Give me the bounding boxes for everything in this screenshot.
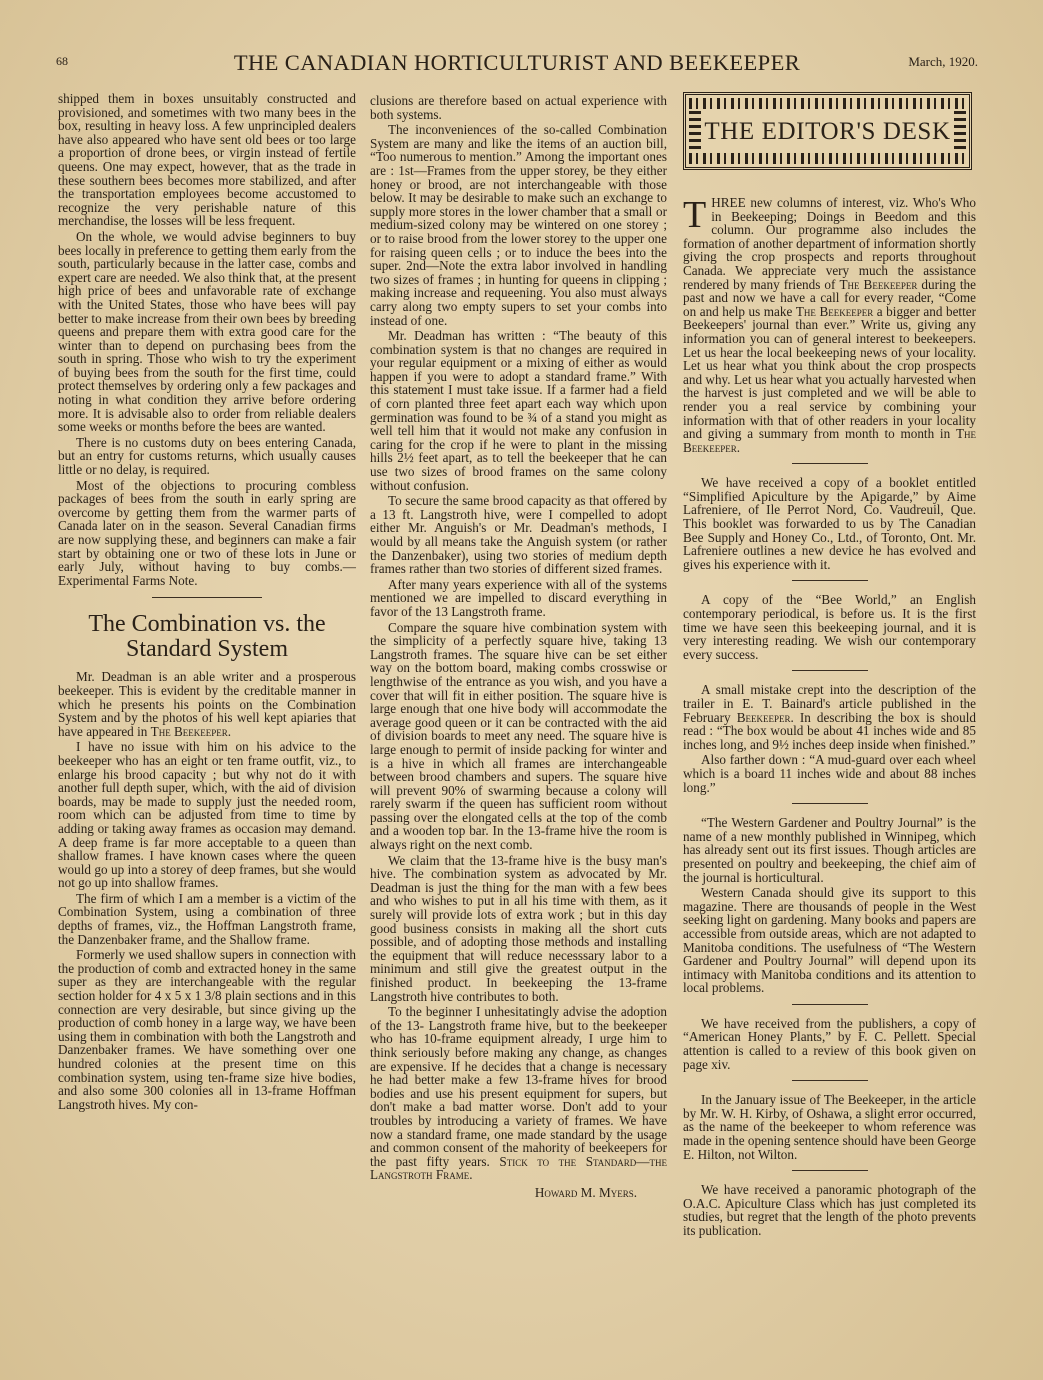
- divider: [792, 1080, 868, 1081]
- paragraph: Western Canada should give its support to this magazine. There are thousands of people in the West seeking light on gardening. Many books and papers are accessible from outside areas, which are not adapted to Manitoba conditions. The usefulness of “The Western Gardener and Poultry Journal” will depend upon its intimacy with Manitoba conditions and its attention to local problems.: [683, 885, 976, 996]
- paragraph: We have received a panoramic photograph of the O.A.C. Apiculture Class which has just completed its studies, but regret that the length of the photo prevents its publication.: [683, 1182, 976, 1238]
- text-span: In describing the box is should read : “The box would be about 41 inches wide and 85 inches long, and 9½ inches deep inside when finished.”: [683, 709, 977, 752]
- divider: [792, 670, 868, 671]
- ornamental-border: [689, 98, 966, 109]
- paragraph: We claim that the 13-frame hive is the busy man's hive. The combination system as advocated by Mr. Deadman is just the thing for the man with a few bees and who wishes to put in all his time with them, as it surely will provide lots of extra work ; but in this day good business consists in making all the short cuts possible, and of adopting those methods and installing the equipment that will reduce necesssary labor to a minimum and still give the greatest output in the finished product. In beekeeping the 13-frame Langstroth hive contributes to both.: [370, 852, 667, 1004]
- divider: [792, 580, 868, 581]
- paragraph: I have no issue with him on his advice to the beekeeper who has an eight or ten frame outfit, viz., to enlarge his brood capacity ; but why not do it with another full depth super, which, with the aid of division boards, may be made to supply just the needed room, room which can be adjusted from time to time by adding or taking away frames as occasion may demand. A deep frame is far more acceptable to a queen than shallow frames. I have known cases where the queen would go up into a storey of deep frames, but she would not go up into shallow frames.: [58, 739, 356, 891]
- paragraph: Also farther down : “A mud-guard over each wheel which is a board 11 inches wide and about 88 inches long.”: [683, 752, 976, 795]
- paragraph: [683, 683, 976, 751]
- divider: [792, 803, 868, 804]
- paragraph: After many years experience with all of the systems mentioned we are impelled to discard everything in favor of the 13 Langstroth frame.: [370, 576, 667, 619]
- paragraph: Compare the square hive combination system with the simplicity of a perfectly square hive, taking 13 Langstroth frames. The square hive can be set either way on the bottom board, making combs crosswise or lengthwise of the entrance as you wish, and you have a cover that will fit in either position. The square hive is large enough that one hive body will accommodate the average good queen or it can be contracted with the aid of division boards to meet any need. The square hive is large enough to permit of inside packing for winter and is a hive in which all frames are interchangeable between brood chambers and supers. The square hive will prevent 90% of swarming because a colony will rarely swarm if the queen has sufficient room without passing over the elongated cells at the top of the comb and a wooden top bar. In the 13-frame hive the room is always right on the next comb.: [370, 619, 667, 853]
- text-span: HREE new columns of interest, viz. Who's Who in Beekeeping; Doings in Beedom and this column. Our programme also includes the formation of another department of information shortly giving the crop prospects and reports throughout Canada. We appreciate very much the assistance rendered by many friends of: [683, 195, 976, 292]
- paragraph: Formerly we used shallow supers in connection with the production of comb and extracted honey in the same super as they are interchangeable with the regular section holder for 4 x 5 x 1 3/8 plain sections and in this connection are very desirable, but since giving up the production of comb honey in a large way, we have been using them in combination with both the Langstroth and Danzenbaker frames. We have something over one hundred colonies at the present time on this combination system, using ten-frame size hive bodies, and also some 300 colonies all in 13-frame Hoffman Langstroth hives. My con-: [58, 947, 356, 1112]
- ornamental-border: [689, 111, 701, 151]
- divider: [792, 1004, 868, 1005]
- paragraph: In the January issue of The Beekeeper, in the article by Mr. W. H. Kirby, of Oshawa, a slight error occurred, as the name of the beekeeper to whom reference was made in the opening sentence should have been George E. Hilton, not Wilton.: [683, 1092, 976, 1162]
- paragraph: clusions are therefore based on actual experience with both systems.: [370, 93, 667, 122]
- publication-name: The Beekeeper: [839, 276, 918, 292]
- text-span: Mr. Deadman is an able writer and a prosperous beekeeper. This is evident by the creditable manner in which he presents his points on the Combination System and by the photos of his well kept apiaries that have appeared in: [58, 669, 356, 739]
- page-header: [56, 48, 978, 80]
- ornamental-border: [954, 111, 966, 151]
- publication-name: Beekeeper.: [736, 709, 794, 725]
- paragraph: Mr. Deadman has written : “The beauty of this combination system is that no changes are required in your regular equipment or a mixing of either as would happen if you were to adopt a standard frame.” With this statement I must take issue. If a farmer had a field of corn planted three feet apart each way which upon germination was found to be ¾ of a stand you might as well tell him that it would not make any confusion in caring for the crop if he were to plant in the missing hills 2½ feet apart, as to tell the beekeeper that he can use two sizes of brood frames on the same colony without confusion.: [370, 328, 667, 493]
- publication-name: The Beekeeper.: [150, 723, 232, 739]
- text-span: a bigger and better Beekeepers' journal than ever.” Write us, giving any information you can of general interest to beekeepers. Let us hear the local beekeeping news of your locality. Let us hear what you think about the crop prospects and why. Let us hear what you actually harvested when the harvest is just completed and we will be able to render you a real service by combining your information with that of other readers in your locality and giving a summary from month to month in: [683, 303, 976, 442]
- paragraph: “The Western Gardener and Poultry Journal” is the name of a new monthly published in Winnipeg, which has already sent out its first issues. Though articles are presented on poultry and beekeeping, the chief aim of the journal is horticultural.: [683, 815, 976, 885]
- divider: [792, 463, 868, 464]
- ornamental-border: [689, 153, 966, 164]
- paragraph: [683, 196, 976, 454]
- author-signature: Howard M. Myers.: [534, 1184, 637, 1200]
- divider: [152, 597, 262, 598]
- paragraph: The inconveniences of the so-called Combination System are many and like the items of an auction bill, “Too numerous to mention.” Among the important ones are : 1st—Frames from the upper storey, be they either honey or brood, are not interchangeable with those below. It may be desirable to make such an exchange to supply more stores in the lower chamber that a small or medium-sized colony may be wintered on one storey ; or to raise brood from the lower storey to the upper one for raising queen cells ; or to induce the bees into the super. 2nd—Note the extra labor involved in handling two sizes of frames ; in hunting for queens in clipping ; making increase and requeening. You also must always carry along two empty supers to set your combs into instead of one.: [370, 122, 667, 328]
- paragraph: [58, 670, 356, 738]
- slogan: Stick to the Standard—the Langstroth Frame.: [370, 1153, 667, 1183]
- paragraph: We have received a copy of a booklet entitled “Simplified Apiculture by the Apigarde,” by Aime Lafreniere, of Ile Perrot Nord, Co. Vaudreuil, Que. This booklet was forwarded to us by The Canadian Bee Supply and Honey Co., Ltd., of Toronto, Ont. Mr. Lafreniere outlines a new device he has evolved and gives his experience with it.: [683, 475, 976, 572]
- masthead-title: THE CANADIAN HORTICULTURIST AND BEEKEEPER: [233, 50, 801, 75]
- text-span: A small mistake crept into the description of the trailer in E. T. Bainard's article published in the February: [683, 682, 976, 725]
- paragraph: [370, 1005, 667, 1182]
- column-left: [58, 92, 356, 1113]
- page-number: 68: [56, 54, 68, 68]
- column-right: [683, 196, 976, 1240]
- issue-date: March, 1920.: [908, 54, 978, 69]
- editors-desk-banner: [683, 92, 972, 170]
- column-middle: [370, 94, 667, 1200]
- text-span: during the past and now we have a call for every reader, “Come on and help us make: [683, 276, 976, 319]
- paragraph: There is no customs duty on bees entering Canada, but an entry for customs returns, which usually causes little or no delay, is required.: [58, 434, 356, 478]
- publication-name: The Beekeeper: [795, 303, 874, 319]
- article-title: The Combination vs. the Standard System: [88, 611, 326, 663]
- paragraph: shipped them in boxes unsuitably constructed and provisioned, and sometimes with two many bees in the box, resulting in heavy loss. A few unprincipled dealers have also appeared who have sent old bees or too large a proportion of drone bees, or virgin instead of fertile queens. One may expect, however, that as the trade in these southern bees becomes more stabilized, and after the transportation employees become accustomed to recognize the very perishable nature of this merchandise, the losses will be less frequent.: [58, 91, 356, 229]
- publication-name: The Beekeeper.: [683, 426, 976, 455]
- divider: [792, 1170, 868, 1171]
- paragraph: Most of the objections to procuring combless packages of bees from the south in early spring are overcome by getting them from the warmer parts of Canada later on in the season. Several Canadian firms are now supplying these, and beginners can make a fair start by obtaining one or two of these lots in June or early July, without having to buy combs.—Experimental Farms Note.: [58, 477, 356, 588]
- banner-title: THE EDITOR'S DESK: [704, 118, 951, 145]
- paragraph: A copy of the “Bee World,” an English contemporary periodical, is before us. It is the first time we have seen this beekeeping journal, and it is very interesting reading. We wish our contemporary every success.: [683, 592, 976, 662]
- paragraph: The firm of which I am a member is a victim of the Combination System, using a combination of three depths of frames, viz., the Hoffman Langstroth frame, the Danzenbaker frame, and the Shallow frame.: [58, 890, 356, 947]
- paragraph: We have received from the publishers, a copy of “American Honey Plants,” by F. C. Pellett. Special attention is called to a review of this book given on page xiv.: [683, 1015, 976, 1072]
- paragraph: On the whole, we would advise beginners to buy bees locally in preference to getting them early from the south, particularly because in the latter case, combs and expert care are needed. We also think that, at the present high price of bees and unfavorable rate of exchange with the United States, those who have bees will pay better to make increase from their own bees by breeding queens and prepare them with extra good care for the winter than to depend on purchasing bees from the south in spring. Those who wish to try the experiment of buying bees from the south for the first time, could protect themselves by ordering only a few packages and noting in what condition they arrive before ordering more. It is advisable also to order from reliable dealers some weeks or months before the bees are wanted.: [58, 228, 356, 435]
- drop-cap: T: [683, 194, 707, 236]
- text-span: To the beginner I unhesitatingly advise the adoption of the 13- Langstroth frame hive, but to the beekeeper who has 10-frame equipment already, I urge him to think seriously before making any change, as changes are expensive. If he decides that a change is necessary he had better make a few 13-frame hives for brood bodies and use his present equipment for supers, but don't make a bad matter worse. Don't add to your troubles by introducing a variety of frames. We have now a standard frame, one made standard by the usage and common consent of the mahority of beekeepers for the past fifty years.: [370, 1004, 667, 1169]
- paragraph: To secure the same brood capacity as that offered by a 13 ft. Langstroth hive, were I compelled to adopt either Mr. Anguish's or Mr. Deadman's methods, I would by all means take the Anguish system (or rather the Danzenbaker), using two stories of medium depth frames rather than two stories of different sized frames.: [370, 493, 667, 577]
